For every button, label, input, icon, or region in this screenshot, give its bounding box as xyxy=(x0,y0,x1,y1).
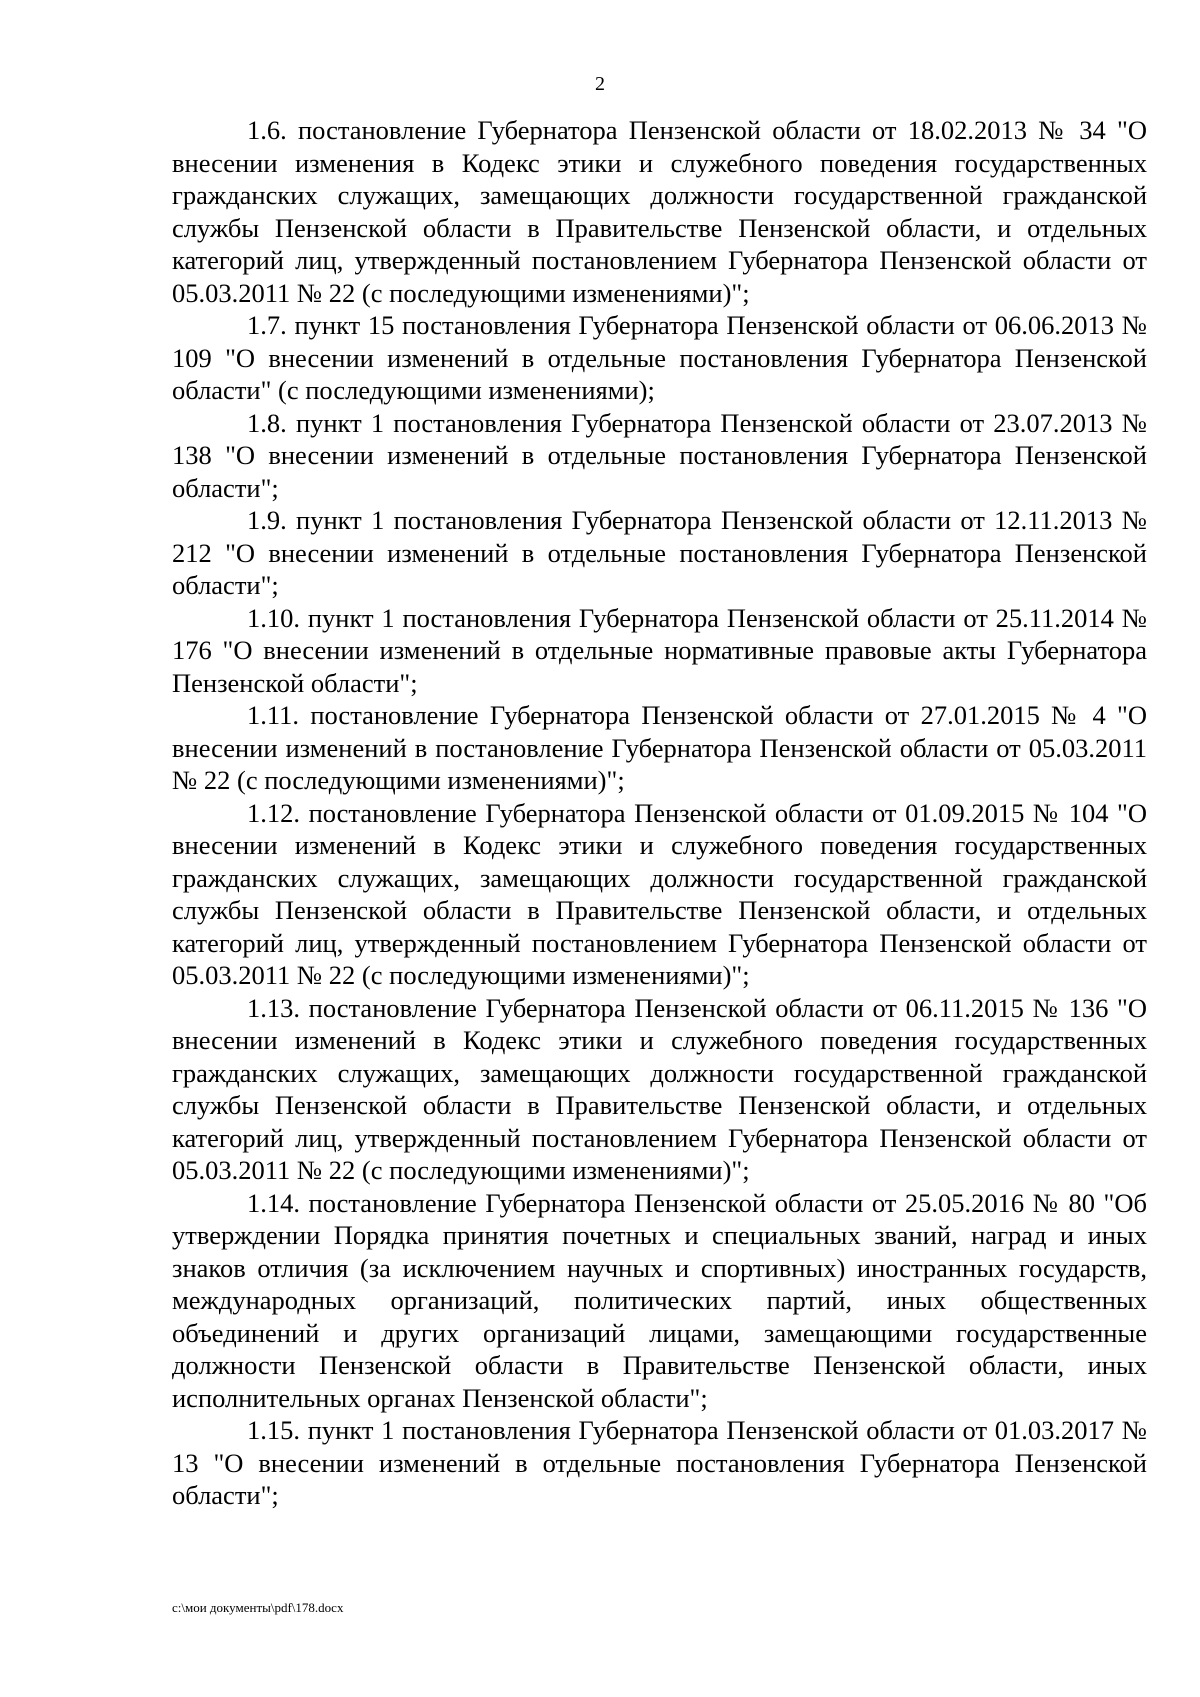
paragraph-1-13: 1.13. постановление Губернатора Пензенской области от 06.11.2015 № 136 "О внесении изменений в Кодекс этики и служебного поведения государственных гражданских служащих, замещающих должности государственной гражданской службы Пензенской области в Правительстве Пензенской области, и отдельных категорий лиц, утвержденный постановлением Губернатора Пензенской области от 05.03.2011 № 22 (с последующими изменениями)"; xyxy=(172,992,1147,1185)
paragraph-1-14: 1.14. постановление Губернатора Пензенской области от 25.05.2016 № 80 "Об утверждении Порядка принятия почетных и специальных званий, наград и иных знаков отличия (за исключением научных и спортивных) иностранных государств, международных организаций, политических партий, иных общественных объединений и других организаций лицами, замещающими государственные должности Пензенской области в Правительстве Пензенской области, иных исполнительных органах Пензенской области"; xyxy=(172,1187,1147,1413)
paragraph-1-10: 1.10. пункт 1 постановления Губернатора Пензенской области от 25.11.2014 № 176 "О внесении изменений в отдельные нормативные правовые акты Губернатора Пензенской области"; xyxy=(172,602,1147,698)
page-number: 2 xyxy=(595,73,605,95)
paragraph-1-7: 1.7. пункт 15 постановления Губернатора Пензенской области от 06.06.2013 № 109 "О внесении изменений в отдельные постановления Губернатора Пензенской области" (с последующими изменениями); xyxy=(172,310,1147,405)
document-body xyxy=(172,114,1147,1512)
paragraph-1-12: 1.12. постановление Губернатора Пензенской области от 01.09.2015 № 104 "О внесении изменений в Кодекс этики и служебного поведения государственных гражданских служащих, замещающих должности государственной гражданской службы Пензенской области в Правительстве Пензенской области, и отдельных категорий лиц, утвержденный постановлением Губернатора Пензенской области от 05.03.2011 № 22 (с последующими изменениями)"; xyxy=(172,797,1147,990)
paragraph-1-15: 1.15. пункт 1 постановления Губернатора Пензенской области от 01.03.2017 № 13 "О внесении изменений в отдельные постановления Губернатора Пензенской области"; xyxy=(172,1415,1147,1510)
paragraph-1-8: 1.8. пункт 1 постановления Губернатора Пензенской области от 23.07.2013 № 138 "О внесении изменений в отдельные постановления Губернатора Пензенской области"; xyxy=(172,407,1147,503)
footer-file-path: c:\мои документы\pdf\178.docx xyxy=(172,1600,344,1615)
paragraph-1-11: 1.11. постановление Губернатора Пензенской области от 27.01.2015 № 4 "О внесении изменений в постановление Губернатора Пензенской области от 05.03.2011 № 22 (с последующими изменениями)"; xyxy=(172,700,1147,795)
paragraph-1-6: 1.6. постановление Губернатора Пензенской области от 18.02.2013 № 34 "О внесении изменения в Кодекс этики и служебного поведения государственных гражданских служащих, замещающих должности государственной гражданской службы Пензенской области в Правительстве Пензенской области, и отдельных категорий лиц, утвержденный постановлением Губернатора Пензенской области от 05.03.2011 № 22 (с последующими изменениями)"; xyxy=(172,115,1147,308)
paragraph-1-9: 1.9. пункт 1 постановления Губернатора Пензенской области от 12.11.2013 № 212 "О внесении изменений в отдельные постановления Губернатора Пензенской области"; xyxy=(172,505,1147,600)
